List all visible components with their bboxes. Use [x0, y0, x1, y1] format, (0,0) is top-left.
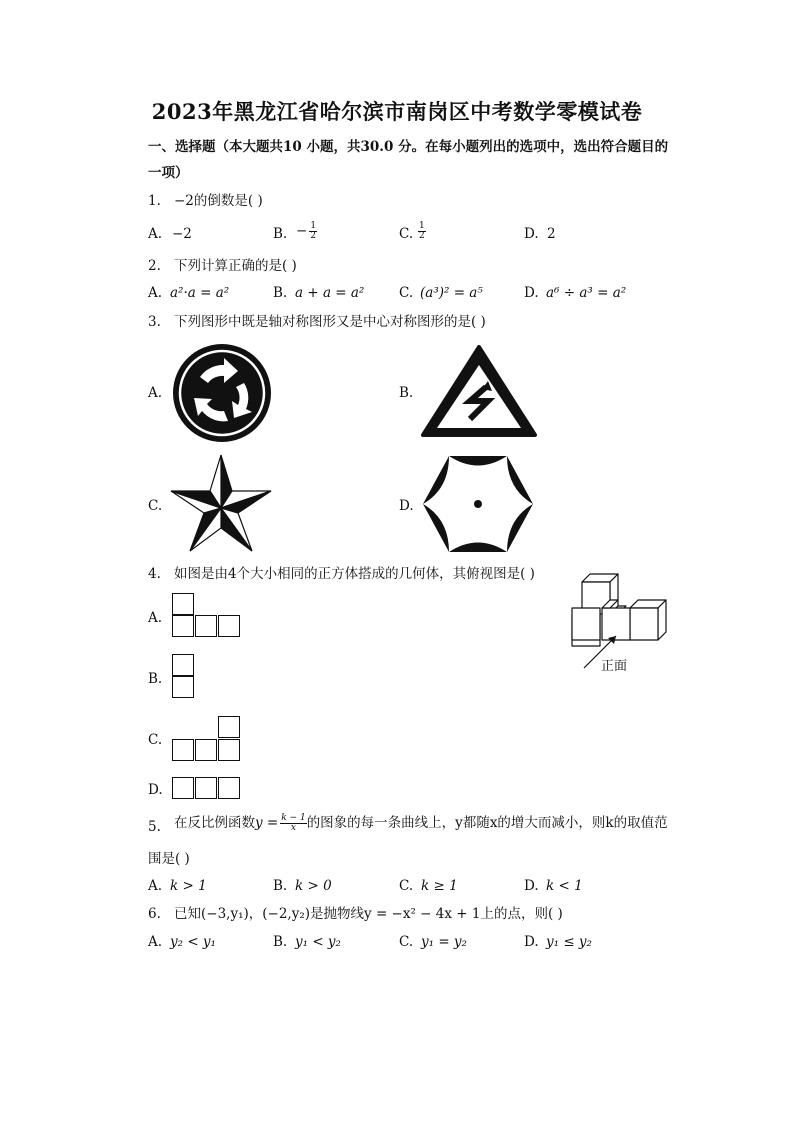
- q1-option-b-sign: −: [296, 223, 308, 239]
- q1-option-d: 2: [547, 226, 556, 242]
- q3-option-b-label: B.: [399, 385, 414, 401]
- q1-option-a: −2: [172, 226, 192, 242]
- q1-option-c: [416, 222, 426, 241]
- q4-number: 4.: [148, 566, 161, 582]
- q4-option-c-label: C.: [148, 732, 163, 748]
- q1-option-c-numerator: 1: [419, 221, 425, 231]
- grid-cell: [172, 654, 194, 676]
- q1-option-b-fraction: [309, 222, 317, 241]
- q3-stem: 下列图形中既是轴对称图形又是中心对称图形的是( ): [174, 314, 486, 330]
- q2-stem: 下列计算正确的是( ): [174, 258, 297, 274]
- q5-number: 5.: [148, 819, 161, 835]
- q6-option-c-label: C.: [399, 934, 414, 950]
- q3-option-a-label: A.: [148, 385, 163, 401]
- q5-option-d: k < 1: [546, 878, 583, 894]
- q2-option-c-label: C.: [399, 285, 414, 301]
- q5-option-a-label: A.: [148, 878, 163, 894]
- q6-option-b-label: B.: [273, 934, 288, 950]
- grid-cell: [172, 739, 194, 761]
- q3-option-d-label: D.: [399, 498, 414, 514]
- section-heading-line1: 一、选择题（本大题共10 小题，共30.0 分。在每小题列出的选项中，选出符合题目的: [148, 139, 669, 155]
- q6-option-d: y₁ ≤ y₂: [546, 934, 592, 950]
- q6-option-a: y₂ < y₁: [170, 934, 216, 950]
- q6-number: 6.: [148, 906, 161, 922]
- grid-cell: [172, 593, 194, 615]
- q4-stem: 如图是由4个大小相同的正方体搭成的几何体，其俯视图是( ): [174, 566, 535, 582]
- winding-road-sign-icon: [420, 343, 538, 439]
- q1-option-a-label: A.: [148, 226, 163, 242]
- grid-cell: [195, 615, 217, 637]
- grid-cell: [218, 615, 240, 637]
- q2-option-d-label: D.: [524, 285, 539, 301]
- q4-option-d-label: D.: [148, 782, 163, 798]
- grid-cell: [195, 777, 217, 799]
- star-icon: [168, 453, 274, 553]
- q5-stem-post: 的图象的每一条曲线上，y都随x的增大而减小，则k的取值范: [306, 815, 668, 831]
- q5-option-c: k ≥ 1: [421, 878, 458, 894]
- q2-option-d: a⁶ ÷ a³ = a²: [546, 285, 627, 301]
- grid-cell: [172, 676, 194, 698]
- q5-option-b: k > 0: [295, 878, 332, 894]
- q3-option-c-label: C.: [148, 498, 163, 514]
- q6-option-c: y₁ = y₂: [421, 934, 467, 950]
- q2-number: 2.: [148, 258, 161, 274]
- q1-option-b-numerator: 1: [310, 221, 317, 231]
- q6-option-d-label: D.: [524, 934, 539, 950]
- q5-fraction: [280, 814, 306, 833]
- q2-option-c: (a³)² = a⁵: [420, 285, 483, 301]
- q1-number: 1.: [148, 193, 161, 209]
- q6-option-b: y₁ < y₂: [295, 934, 341, 950]
- q3-number: 3.: [148, 314, 161, 330]
- q2-option-b: a + a = a²: [295, 285, 365, 301]
- q4-option-b-label: B.: [148, 671, 163, 687]
- q1-option-b-label: B.: [273, 226, 288, 242]
- q6-option-a-label: A.: [148, 934, 163, 950]
- grid-cell: [218, 777, 240, 799]
- q4-option-a-label: A.: [148, 610, 163, 626]
- grid-cell: [172, 777, 194, 799]
- q5-option-d-label: D.: [524, 878, 539, 894]
- q5-fraction-denominator: x: [290, 823, 296, 833]
- q2-option-b-label: B.: [273, 285, 288, 301]
- q1-option-b: [296, 222, 317, 241]
- grid-cell: [218, 739, 240, 761]
- q6-stem: 已知(−3,y₁)，(−2,y₂)是抛物线y = −x² − 4x + 1上的点，则( ): [174, 906, 563, 922]
- q1-option-d-label: D.: [524, 226, 539, 242]
- q5-y-eq: y =: [255, 815, 279, 831]
- q2-option-a-label: A.: [148, 285, 163, 301]
- front-view-label: 正面: [601, 659, 628, 674]
- q1-option-c-label: C.: [399, 226, 414, 242]
- q1-option-c-denominator: 2: [419, 231, 425, 241]
- q5-option-b-label: B.: [273, 878, 288, 894]
- q1-stem: −2的倒数是( ): [174, 193, 263, 209]
- q2-option-a: a²·a = a²: [170, 285, 230, 301]
- umbrella-hexagon-icon: [421, 453, 535, 555]
- q5-fraction-numerator: k − 1: [281, 813, 306, 823]
- q1-option-b-denominator: 2: [310, 231, 317, 241]
- q5-stem-pre: 在反比例函数: [174, 815, 255, 831]
- section-heading-line2: 一项）: [148, 165, 189, 181]
- grid-cell: [218, 716, 240, 738]
- q5-stem-line2: 围是( ): [148, 851, 190, 867]
- q1-option-c-fraction: [418, 222, 426, 241]
- q5-option-c-label: C.: [399, 878, 414, 894]
- roundabout-sign-icon: [172, 343, 272, 443]
- q5-stem: [174, 814, 668, 833]
- grid-cell: [172, 615, 194, 637]
- q5-option-a: k > 1: [170, 878, 207, 894]
- page-title: 2023年黑龙江省哈尔滨市南岗区中考数学零模试卷: [151, 99, 643, 124]
- grid-cell: [195, 739, 217, 761]
